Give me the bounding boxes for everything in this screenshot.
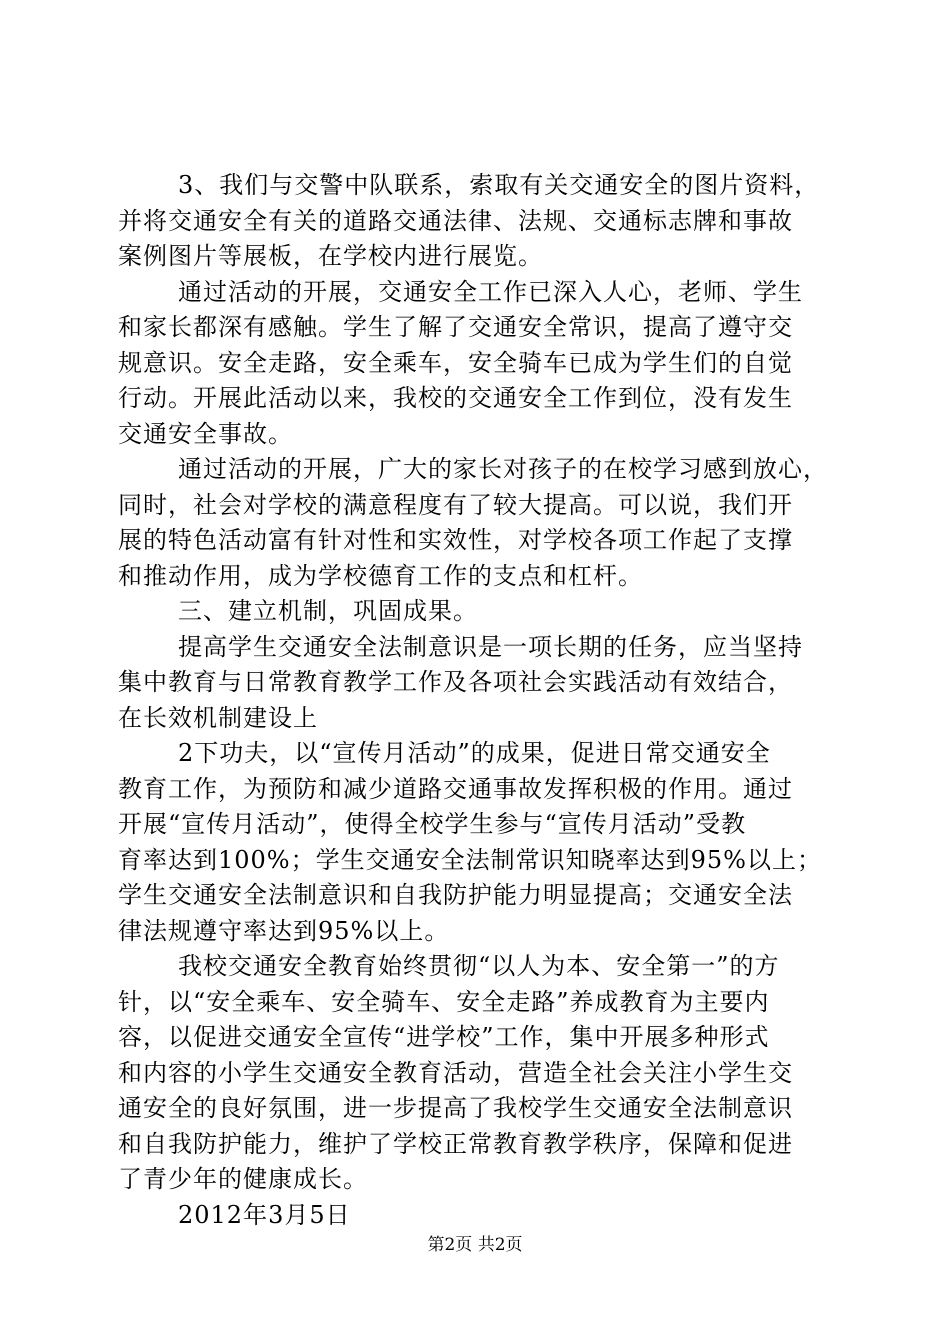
- text-line: 针，以“安全乘车、安全骑车、安全走路”养成教育为主要内: [118, 987, 770, 1016]
- text-line: 了青少年的健康成长。: [118, 1165, 368, 1193]
- text-line: 容，以促进交通安全宣传“进学校”工作，集中开展多种形式: [118, 1023, 770, 1051]
- text-line: 通安全的良好氛围，进一步提高了我校学生交通安全法制意识: [118, 1094, 793, 1122]
- text-line: 教育工作，为预防和减少道路交通事故发挥积极的作用。通过: [118, 774, 793, 803]
- text-line: 通过活动的开展，广大的家长对孩子的在校学习感到放心，: [178, 455, 828, 483]
- text-line: 提高学生交通安全法制意识是一项长期的任务，应当坚持: [178, 632, 803, 661]
- text-line: 和家长都深有感触。学生了解了交通安全常识，提高了遵守交: [118, 313, 793, 341]
- text-line: 同时，社会对学校的满意程度有了较大提高。可以说，我们开: [118, 490, 793, 519]
- text-line: 我校交通安全教育始终贯彻“以人为本、安全第一”的方: [178, 952, 780, 980]
- text-line: 案例图片等展板，在学校内进行展览。: [118, 242, 543, 270]
- text-line: 通过活动的开展，交通安全工作已深入人心，老师、学生: [178, 277, 803, 306]
- text-line: 在长效机制建设上: [118, 703, 318, 732]
- text-line: 和推动作用，成为学校德育工作的支点和杠杆。: [118, 561, 643, 590]
- text-line: 和内容的小学生交通安全教育活动，营造全社会关注小学生交: [118, 1058, 793, 1087]
- text-line: 开展“宣传月活动”，使得全校学生参与“宣传月活动”受教: [118, 810, 747, 838]
- text-line: 2012年3月5日: [178, 1200, 351, 1229]
- text-line: 并将交通安全有关的道路交通法律、法规、交通标志牌和事故: [118, 206, 793, 235]
- page-footer: 第2页 共2页: [427, 1235, 523, 1255]
- text-line: 展的特色活动富有针对性和实效性，对学校各项工作起了支撑: [118, 526, 793, 554]
- text-line: 三、建立机制，巩固成果。: [178, 597, 478, 625]
- text-line: 规意识。安全走路，安全乘车，安全骑车已成为学生们的自觉: [118, 348, 793, 377]
- text-line: 行动。开展此活动以来，我校的交通安全工作到位，没有发生: [118, 384, 793, 412]
- text-line: 2下功夫，以“宣传月活动”的成果，促进日常交通安全: [178, 739, 771, 767]
- text-line: 和自我防护能力，维护了学校正常教育教学秩序，保障和促进: [118, 1129, 793, 1158]
- text-line: 育率达到100%；学生交通安全法制常识知晓率达到95%以上；: [118, 845, 822, 874]
- document-body: [118, 168, 838, 1233]
- text-line: 3、我们与交警中队联系，索取有关交通安全的图片资料，: [178, 171, 820, 199]
- text-line: 律法规遵守率达到95%以上。: [118, 916, 450, 945]
- text-line: 学生交通安全法制意识和自我防护能力明显提高；交通安全法: [118, 881, 793, 909]
- text-line: 集中教育与日常教育教学工作及各项社会实践活动有效结合，: [118, 668, 793, 696]
- text-line: 交通安全事故。: [118, 419, 293, 448]
